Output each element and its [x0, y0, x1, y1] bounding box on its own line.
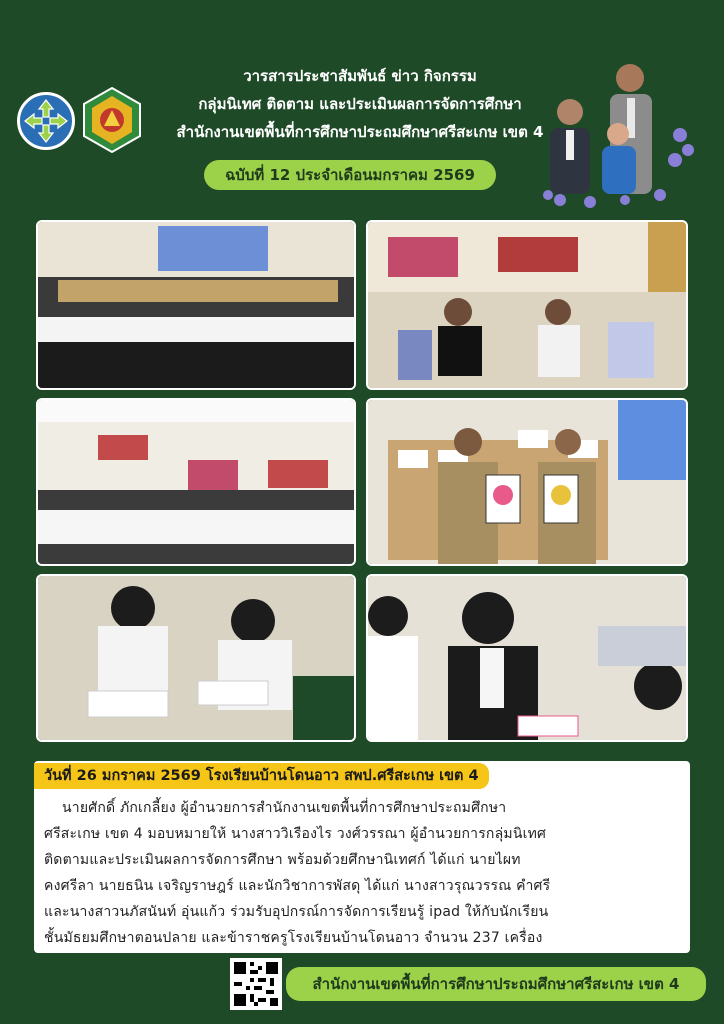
photo-auditorium-audience [36, 220, 356, 390]
article-line: นายศักดิ์ ภักเกลี้ยง ผู้อำนวยการสำนักงานเขตพื้นที่การศึกษาประถมศึกษา [62, 800, 507, 816]
article-line: คงศรีลา นายธนิน เจริญราษฎร์ และนักวิชาการพัสดุ ได้แก่ นางสาวรุณวรรณ คำศรี [44, 878, 551, 894]
photo-handover-ipads [366, 398, 688, 566]
article-date-heading: วันที่ 26 มกราคม 2569 โรงเรียนบ้านโดนอาว สพป.ศรีสะเกษ เขต 4 [34, 763, 489, 789]
issue-badge: ฉบับที่ 12 ประจำเดือนมกราคม 2569 [204, 160, 496, 190]
title-line-3: สำนักงานเขตพื้นที่การศึกษาประถมศึกษาศรีสะเกษ เขต 4 [176, 123, 544, 141]
title-line-1: วารสารประชาสัมพันธ์ ข่าว กิจกรรม [243, 67, 477, 85]
title-line-2: กลุ่มนิเทศ ติดตาม และประเมินผลการจัดการศึกษา [198, 95, 522, 113]
article-line: ศรีสะเกษ เขต 4 มอบหมายให้ นางสาววิเรืองไร วงศ์วรรณา ผู้อำนวยการกลุ่มนิเทศ [44, 826, 547, 842]
newsletter-title [160, 62, 560, 146]
article-line: ชั้นมัธยมศึกษาตอนปลาย และข้าราชครูโรงเรียนบ้านโดนอาว จำนวน 237 เครื่อง [44, 930, 543, 946]
header [0, 0, 724, 215]
article-line: และนางสาวนภัสนันท์ อุ่นแก้ว ร่วมรับอุปกรณ์การจัดการเรียนรู้ ipad ให้กับนักเรียน [44, 904, 549, 920]
obec-seal-logo [82, 86, 142, 154]
executives-portrait [530, 50, 700, 220]
article-body [44, 795, 684, 951]
photo-students-with-tablets [366, 220, 688, 390]
photo-female-students-boxes [36, 574, 356, 742]
photo-hall-students-seated [36, 398, 356, 566]
qr-code[interactable] [230, 958, 282, 1010]
photo-male-students-tablets [366, 574, 688, 742]
footer-office-name: สำนักงานเขตพื้นที่การศึกษาประถมศึกษาศรีสะเกษ เขต 4 [286, 967, 706, 1001]
supervision-logo [17, 92, 75, 150]
article-line: ติดตามและประเมินผลการจัดการศึกษา พร้อมด้วยศึกษานิเทศก์ ได้แก่ นายไผท [44, 852, 521, 868]
